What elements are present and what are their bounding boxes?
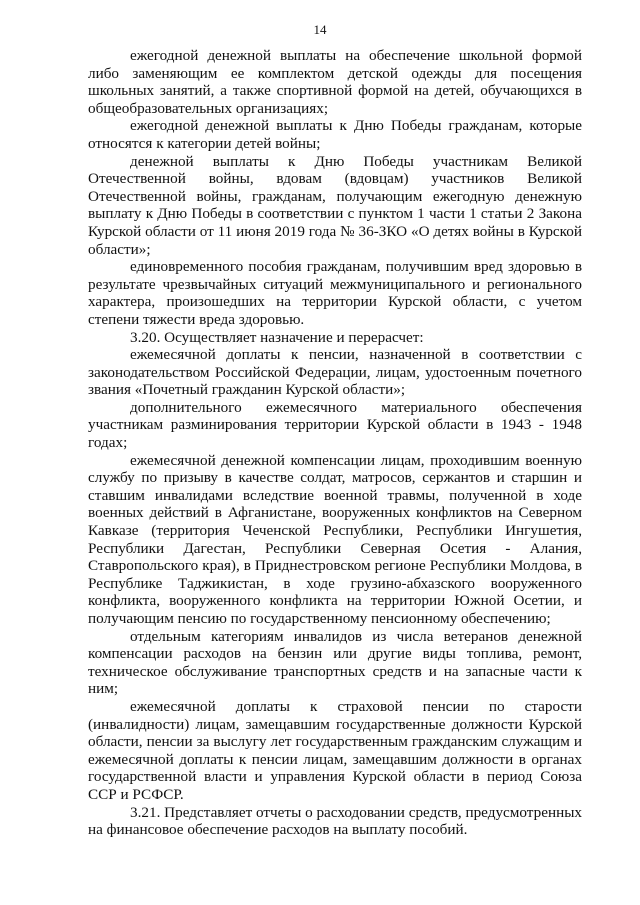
paragraph: ежемесячной доплаты к страховой пенсии по старости (инвалидности) лицам, замещавшим государственные должности Курской области, пенсии за выслугу лет государственным гражданским служащим и ежемесячной доплаты к пенсии лицам, замещавшим должности в органах государственной власти и управления Курской области в период Союза ССР и РСФСР. [88,697,582,803]
paragraph: денежной выплаты к Дню Победы участникам Великой Отечественной войны, вдовам (вдовцам) участников Великой Отечественной войны, гражданам, получающим ежегодную денежную выплату к Дню Победы в соответствии с пунктом 1 части 1 статьи 2 Закона Курской области от 11 июня 2019 года № 36-ЗКО «О детях войны в Курской области»; [88,152,582,258]
paragraph: ежемесячной доплаты к пенсии, назначенной в соответствии с законодательством Российской Федерации, лицам, удостоенным почетного звания «Почетный гражданин Курской области»; [88,346,582,399]
document-body [88,47,582,839]
section-3-21: 3.21. Представляет отчеты о расходовании средств, предусмотренных на финансовое обеспечение расходов на выплату пособий. [88,803,582,839]
paragraph: отдельным категориям инвалидов из числа ветеранов денежной компенсации расходов на бензин или другие виды топлива, ремонт, техническое обслуживание транспортных средств и на запасные части к ним; [88,627,582,698]
paragraph: ежемесячной денежной компенсации лицам, проходившим военную службу по призыву в качестве солдат, матросов, сержантов и старшин и ставшим инвалидами вследствие военной травмы, полученной в ходе военных действий в Афганистане, вооруженных конфликтов на Северном Кавказе (территория Чеченской Республики, Республики Ингушетия, Республики Дагестан, Республики Северная Осетия - Алания, Ставропольского края), в Приднестровском регионе Республики Молдова, в Республике Таджикистан, в ходе грузино-абхазского вооруженного конфликта, вооруженного конфликта на территории Южной Осетии, и получающим пенсию по государственному пенсионному обеспечению; [88,451,582,627]
paragraph: дополнительного ежемесячного материального обеспечения участникам разминирования территории Курской области в 1943 - 1948 годах; [88,398,582,452]
paragraph: ежегодной денежной выплаты на обеспечение школьной формой либо заменяющим ее комплектом детской одежды для посещения школьных занятий, а также спортивной формой на детей, обучающихся в общеобразовательных организациях; [88,47,582,117]
section-heading-3-20: 3.20. Осуществляет назначение и перерасчет: [130,328,424,346]
paragraph: ежегодной денежной выплаты к Дню Победы гражданам, которые относятся к категории детей войны; [88,117,582,152]
page-number: 14 [313,22,327,37]
paragraph: единовременного пособия гражданам, получившим вред здоровью в результате чрезвычайных ситуаций межмуниципального и регионального характера, произошедших на территории Курской области, с учетом степени тяжести вреда здоровью. [88,258,582,328]
